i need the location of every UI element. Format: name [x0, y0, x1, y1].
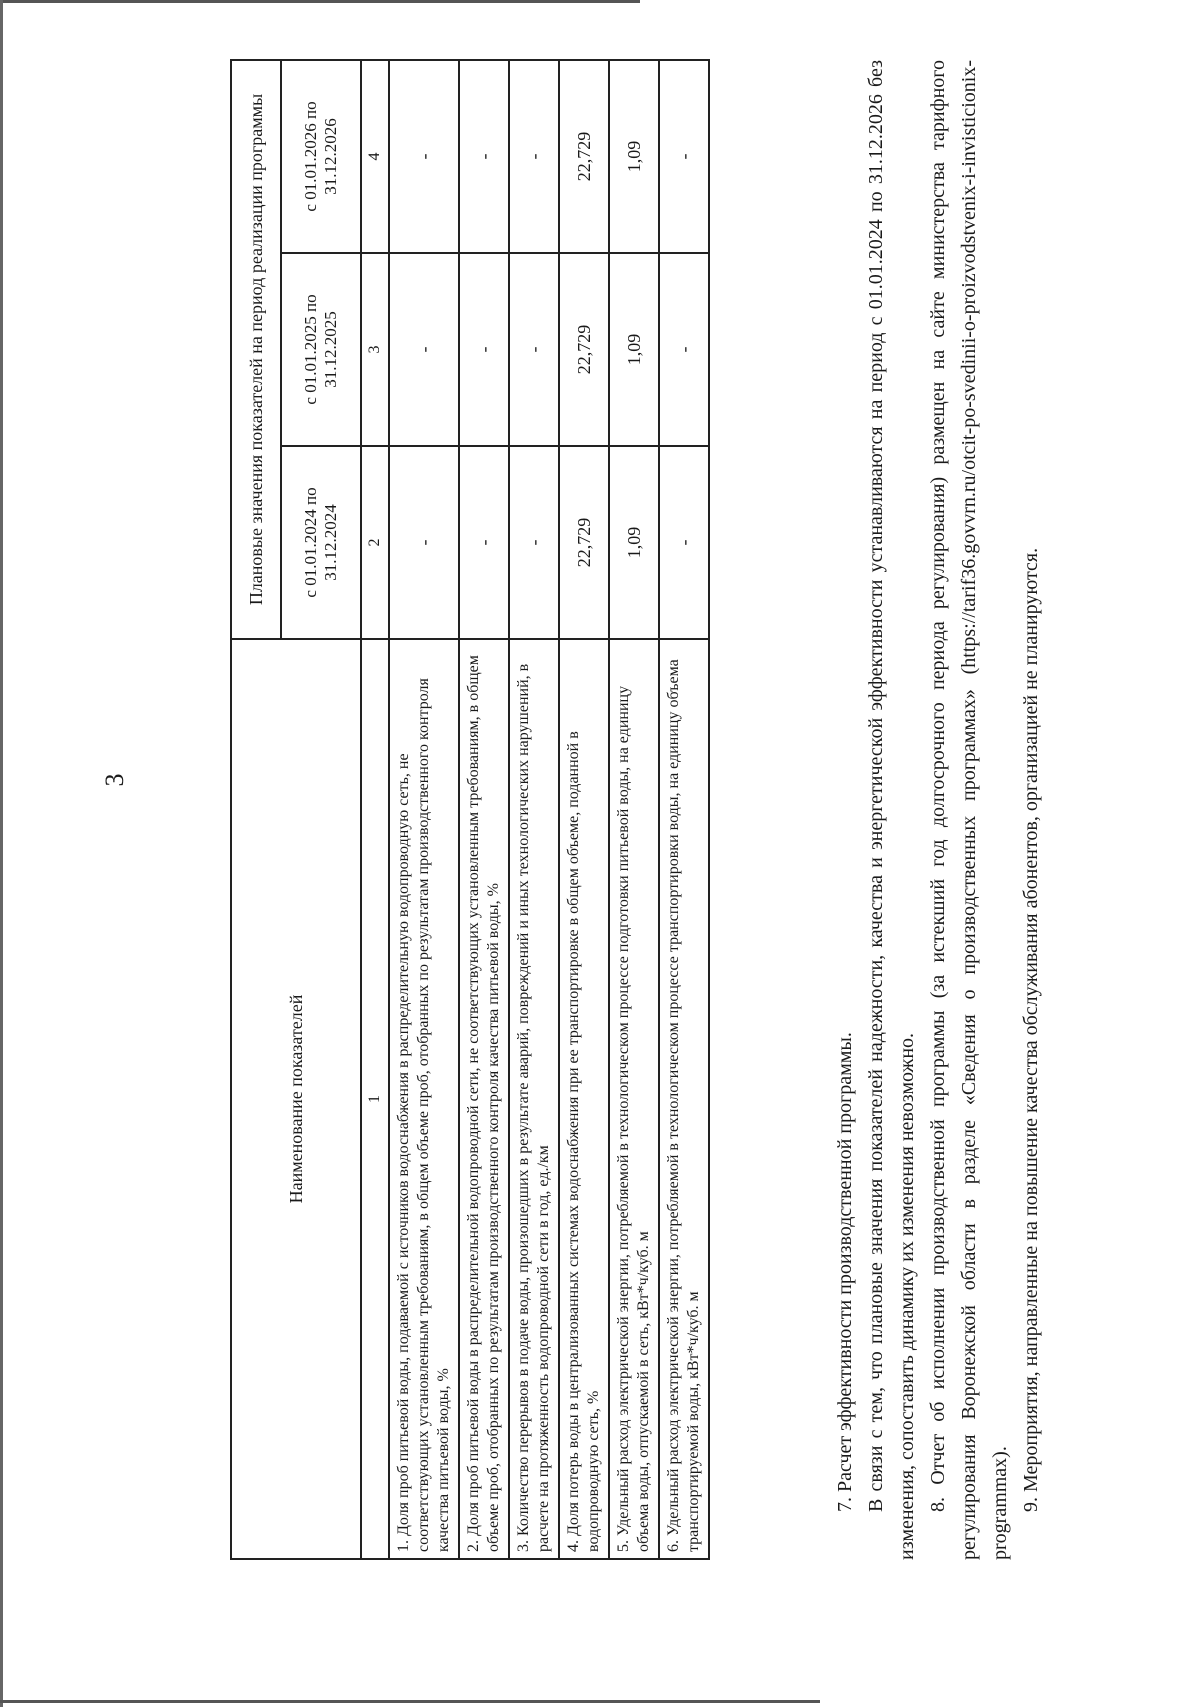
- table-row: [609, 60, 659, 1559]
- table-row: [389, 60, 459, 1559]
- body-text: [830, 60, 1047, 1560]
- indicator-value: -: [659, 60, 709, 253]
- table-row: [659, 60, 709, 1559]
- paragraph-8: 8. Отчет об исполнении производственной программы (за истекший год долгосрочного периода регулирования) размещен на сайте министерства тарифного регулирования Воронежской области в разделе «Сведения о производственных программах» (https://tarif36.govvrn.ru/otcit-po-svedinii-o-proizvodstvenix-i-invisticionix-programmax).: [927, 60, 1011, 1560]
- indicator-name: 4. Доля потерь воды в централизованных системах водоснабжения при ее транспортировке в общем объеме, поданной в водопроводную сеть, %: [559, 639, 609, 1559]
- table-row: [509, 60, 559, 1559]
- paragraph-9: 9. Мероприятия, направленные на повышение качества обслуживания абонентов, организацией не планируются.: [1020, 547, 1042, 1512]
- scan-edge-top: [0, 0, 640, 3]
- column-number: 3: [361, 253, 389, 446]
- scan-edge-bottom: [0, 1700, 820, 1703]
- indicator-value: 1,09: [609, 60, 659, 253]
- rotated-page-content: [100, 60, 1100, 1560]
- indicator-name: 1. Доля проб питьевой воды, подаваемой с источников водоснабжения в распределительную водопроводную сеть, не соответствующих установленным требованиям, в общем объеме проб, отобранных по результатам производственного контроля качества питьевой воды, %: [389, 639, 459, 1559]
- indicator-name: 2. Доля проб питьевой воды в распределительной водопроводной сети, не соответствующих установленным требованиям, в общем объеме проб, отобранных по результатам производственного контроля качества питьевой воды, %: [459, 639, 509, 1559]
- column-number: 1: [361, 639, 389, 1559]
- paragraph-7-body: В связи с тем, что плановые значения показателей надежности, качества и энергетической эффективности устанавливаются на период с 01.01.2024 по 31.12.2026 без изменения, сопоставить динамику их изменения невозможно.: [865, 60, 918, 1560]
- indicator-value: -: [659, 446, 709, 639]
- header-period-2024: с 01.01.2024 по 31.12.2024: [281, 446, 361, 639]
- indicator-name: 5. Удельный расход электрической энергии, потребляемой в технологическом процессе подготовки питьевой воды, на единицу объема воды, отпускаемой в сеть, кВт*ч/куб. м: [609, 639, 659, 1559]
- header-name-column: Наименование показателей: [231, 639, 361, 1559]
- indicator-value: 22,729: [559, 446, 609, 639]
- indicator-value: -: [389, 60, 459, 253]
- scan-edge-left: [0, 0, 3, 1707]
- indicator-value: 22,729: [559, 253, 609, 446]
- header-plan-values-group: Плановые значения показателей на период реализации программы: [231, 60, 281, 639]
- indicator-value: -: [459, 60, 509, 253]
- indicator-name: 6. Удельный расход электрической энергии, потребляемой в технологическом процессе транспортировки воды, на единицу объема транспортируемой воды, кВт*ч/куб. м: [659, 639, 709, 1559]
- indicators-table: [230, 59, 710, 1560]
- indicator-value: -: [509, 60, 559, 253]
- indicator-value: -: [389, 253, 459, 446]
- indicator-value: -: [459, 446, 509, 639]
- indicator-value: -: [459, 253, 509, 446]
- indicator-value: -: [509, 253, 559, 446]
- indicator-value: 1,09: [609, 446, 659, 639]
- header-period-2025: с 01.01.2025 по 31.12.2025: [281, 253, 361, 446]
- column-number: 4: [361, 60, 389, 253]
- header-period-2026: с 01.01.2026 по 31.12.2026: [281, 60, 361, 253]
- table-row: [459, 60, 509, 1559]
- indicator-value: 22,729: [559, 60, 609, 253]
- indicator-value: -: [389, 446, 459, 639]
- indicator-value: 1,09: [609, 253, 659, 446]
- indicator-value: -: [509, 446, 559, 639]
- column-number-row: [361, 60, 389, 1559]
- indicator-name: 3. Количество перерывов в подаче воды, произошедших в результате аварий, повреждений и иных технологических нарушений, в расчете на протяженность водопроводной сети в год, ед./км: [509, 639, 559, 1559]
- table-row: [559, 60, 609, 1559]
- paragraph-7-heading: 7. Расчет эффективности производственной программы.: [834, 1032, 856, 1512]
- indicator-value: -: [659, 253, 709, 446]
- page-number: 3: [100, 773, 129, 787]
- column-number: 2: [361, 446, 389, 639]
